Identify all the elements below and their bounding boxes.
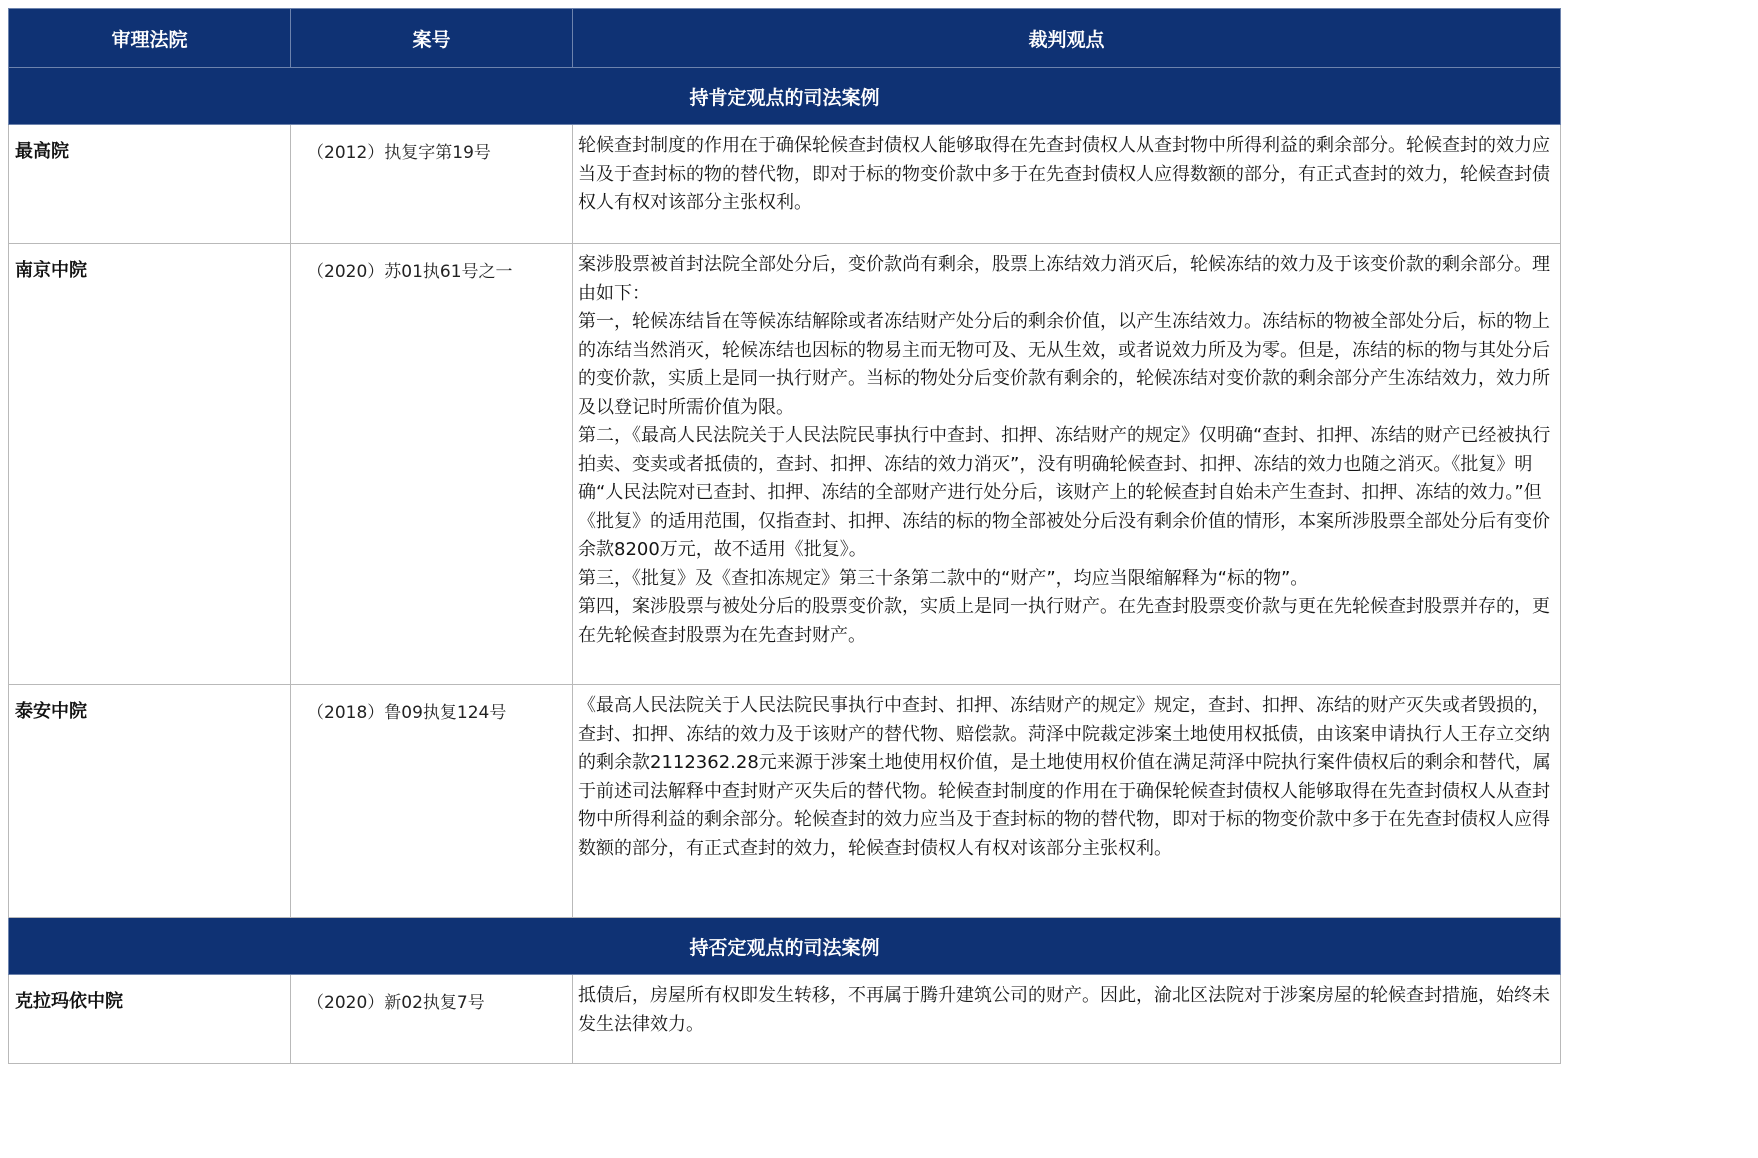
case-number-cell: （2020）苏01执61号之一 xyxy=(291,244,573,685)
opinion-paragraph: 第一，轮候冻结旨在等候冻结解除或者冻结财产处分后的剩余价值，以产生冻结效力。冻结标的物被全部处分后，标的物上的冻结当然消灭，轮候冻结也因标的物易主而无物可及、无从生效，或者说效力所及为零。但是，冻结的标的物与其处分后的变价款，实质上是同一执行财产。当标的物处分后变价款有剩余的，轮候冻结对变价款的剩余部分产生冻结效力，效力所及以登记时所需价值为限。 xyxy=(578,311,1550,418)
opinion-cell xyxy=(573,975,1561,1064)
court-cell: 克拉玛依中院 xyxy=(9,975,291,1064)
table-row xyxy=(9,244,1561,685)
opinion-paragraph: 第三，《批复》及《查扣冻规定》第三十条第二款中的“财产”，均应当限缩解释为“标的物”。 xyxy=(578,567,1309,589)
section-row-affirmative xyxy=(9,68,1561,125)
section-title-affirmative: 持肯定观点的司法案例 xyxy=(9,68,1561,125)
section-row-negative xyxy=(9,918,1561,975)
opinion-cell xyxy=(573,125,1561,244)
case-number-cell: （2018）鲁09执复124号 xyxy=(291,685,573,918)
header-case-number: 案号 xyxy=(291,9,573,68)
header-court: 审理法院 xyxy=(9,9,291,68)
opinion-paragraph: 第四，案涉股票与被处分后的股票变价款，实质上是同一执行财产。在先查封股票变价款与更在先轮候查封股票并存的，更在先轮候查封股票为在先查封财产。 xyxy=(578,596,1550,646)
opinion-paragraph: 案涉股票被首封法院全部处分后，变价款尚有剩余，股票上冻结效力消灭后，轮候冻结的效力及于该变价款的剩余部分。理由如下： xyxy=(578,254,1550,304)
section-title-negative: 持否定观点的司法案例 xyxy=(9,918,1561,975)
opinion-cell xyxy=(573,244,1561,685)
case-table xyxy=(8,8,1561,1064)
table-row xyxy=(9,975,1561,1064)
opinion-paragraph: 抵债后，房屋所有权即发生转移，不再属于腾升建筑公司的财产。因此，渝北区法院对于涉案房屋的轮候查封措施，始终未发生法律效力。 xyxy=(578,985,1550,1035)
court-cell: 泰安中院 xyxy=(9,685,291,918)
header-opinion: 裁判观点 xyxy=(573,9,1561,68)
opinion-cell xyxy=(573,685,1561,918)
table-row xyxy=(9,685,1561,918)
table-header-row xyxy=(9,9,1561,68)
case-number-cell: （2020）新02执复7号 xyxy=(291,975,573,1064)
opinion-paragraph: 《最高人民法院关于人民法院民事执行中查封、扣押、冻结财产的规定》规定，查封、扣押、冻结的财产灭失或者毁损的，查封、扣押、冻结的效力及于该财产的替代物、赔偿款。菏泽中院裁定涉案土地使用权抵债，由该案申请执行人王存立交纳的剩余款2112362.28元来源于涉案土地使用权价值，是土地使用权价值在满足菏泽中院执行案件债权后的剩余和替代，属于前述司法解释中查封财产灭失后的替代物。轮候查封制度的作用在于确保轮候查封债权人能够取得在先查封债权人从查封物中所得利益的剩余部分。轮候查封的效力应当及于查封标的物的替代物，即对于标的物变价款中多于在先查封债权人应得数额的部分，有正式查封的效力，轮候查封债权人有权对该部分主张权利。 xyxy=(578,695,1551,859)
court-cell: 南京中院 xyxy=(9,244,291,685)
court-cell: 最高院 xyxy=(9,125,291,244)
opinion-paragraph: 轮候查封制度的作用在于确保轮候查封债权人能够取得在先查封债权人从查封物中所得利益的剩余部分。轮候查封的效力应当及于查封标的物的替代物，即对于标的物变价款中多于在先查封债权人应得数额的部分，有正式查封的效力，轮候查封债权人有权对该部分主张权利。 xyxy=(578,135,1550,213)
case-number-cell: （2012）执复字第19号 xyxy=(291,125,573,244)
table-row xyxy=(9,125,1561,244)
opinion-paragraph: 第二，《最高人民法院关于人民法院民事执行中查封、扣押、冻结财产的规定》仅明确“查封、扣押、冻结的财产已经被执行拍卖、变卖或者抵债的，查封、扣押、冻结的效力消灭”，没有明确轮候查封、扣押、冻结的效力也随之消灭。《批复》明确“人民法院对已查封、扣押、冻结的全部财产进行处分后，该财产上的轮候查封自始未产生查封、扣押、冻结的效力。”但《批复》的适用范围，仅指查封、扣押、冻结的标的物全部被处分后没有剩余价值的情形，本案所涉股票全部处分后有变价余款8200万元，故不适用《批复》。 xyxy=(578,425,1551,560)
